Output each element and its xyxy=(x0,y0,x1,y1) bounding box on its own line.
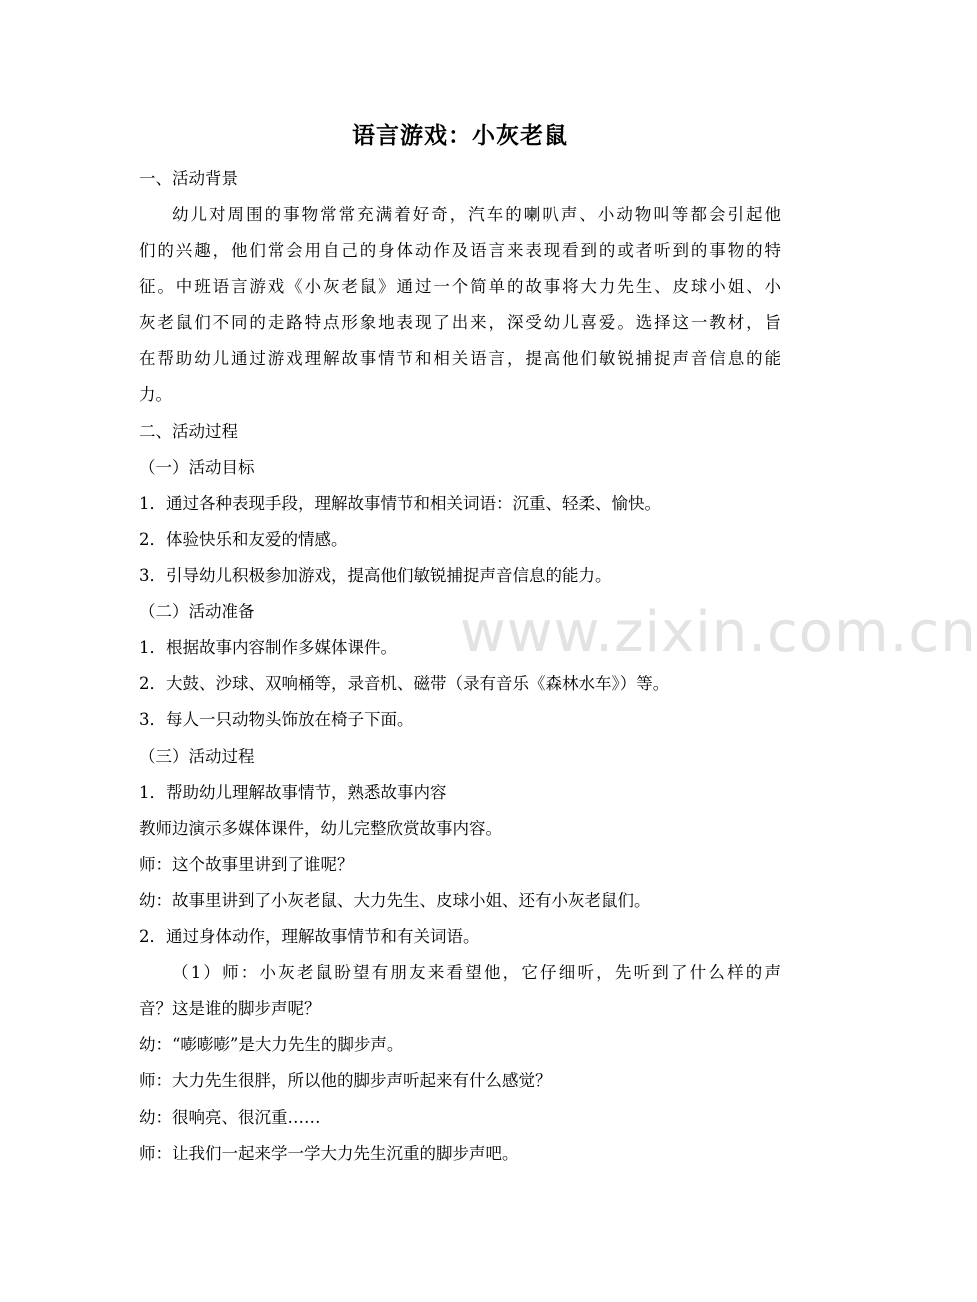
dialogue-line: 幼：“嘭嘭嘭”是大力先生的脚步声。 xyxy=(139,1035,404,1054)
dialogue-line: 幼：故事里讲到了小灰老鼠、大力先生、皮球小姐、还有小灰老鼠们。 xyxy=(139,891,651,910)
dialogue-line: 师：这个故事里讲到了谁呢？ xyxy=(139,855,354,874)
paragraph-line: 灰老鼠们不同的走路特点形象地表现了出来，深受幼儿喜爱。选择这一教材，旨 xyxy=(139,313,781,332)
list-item: 2．大鼓、沙球、双响桶等，录音机、磁带（录有音乐《森林水车》）等。 xyxy=(139,674,670,693)
section-heading-process: 二、活动过程 xyxy=(139,422,238,441)
list-item: 2．体验快乐和友爱的情感。 xyxy=(139,530,348,549)
paragraph-line: 们的兴趣，他们常会用自己的身体动作及语言来表现看到的或者听到的事物的特 xyxy=(139,241,781,260)
list-item: 2．通过身体动作，理解故事情节和有关词语。 xyxy=(139,927,480,946)
list-item: 1．通过各种表现手段，理解故事情节和相关词语：沉重、轻柔、愉快。 xyxy=(139,494,661,513)
list-item: 3．引导幼儿积极参加游戏，提高他们敏锐捕捉声音信息的能力。 xyxy=(139,566,612,585)
paragraph-line: 教师边演示多媒体课件，幼儿完整欣赏故事内容。 xyxy=(139,819,502,838)
subsection-heading-preparation: （二）活动准备 xyxy=(139,602,255,621)
page-title: 语言游戏：小灰老鼠 xyxy=(352,123,568,149)
dialogue-line: 音？这是谁的脚步声呢？ xyxy=(139,999,321,1018)
dialogue-line: 师：让我们一起来学一学大力先生沉重的脚步声吧。 xyxy=(139,1144,519,1163)
paragraph-line: 力。 xyxy=(139,385,172,404)
list-item: 1．根据故事内容制作多媒体课件。 xyxy=(139,638,397,657)
subsection-heading-goals: （一）活动目标 xyxy=(139,458,255,477)
list-item: 1．帮助幼儿理解故事情节，熟悉故事内容 xyxy=(139,783,447,802)
list-item: 3．每人一只动物头饰放在椅子下面。 xyxy=(139,710,414,729)
dialogue-line: 师：大力先生很胖，所以他的脚步声听起来有什么感觉？ xyxy=(139,1071,552,1090)
dialogue-line: （1）师：小灰老鼠盼望有朋友来看望他，它仔细听，先听到了什么样的声 xyxy=(172,963,781,982)
section-heading-background: 一、活动背景 xyxy=(139,169,238,188)
watermark: www.zixin.com.cn xyxy=(460,600,977,665)
paragraph-line: 征。中班语言游戏《小灰老鼠》通过一个简单的故事将大力先生、皮球小姐、小 xyxy=(139,277,781,296)
subsection-heading-steps: （三）活动过程 xyxy=(139,747,255,766)
dialogue-line: 幼：很响亮、很沉重…… xyxy=(139,1108,321,1127)
paragraph-line: 在帮助幼儿通过游戏理解故事情节和相关语言，提高他们敏锐捕捉声音信息的能 xyxy=(139,349,781,368)
paragraph-line: 幼儿对周围的事物常常充满着好奇，汽车的喇叭声、小动物叫等都会引起他 xyxy=(172,205,781,224)
